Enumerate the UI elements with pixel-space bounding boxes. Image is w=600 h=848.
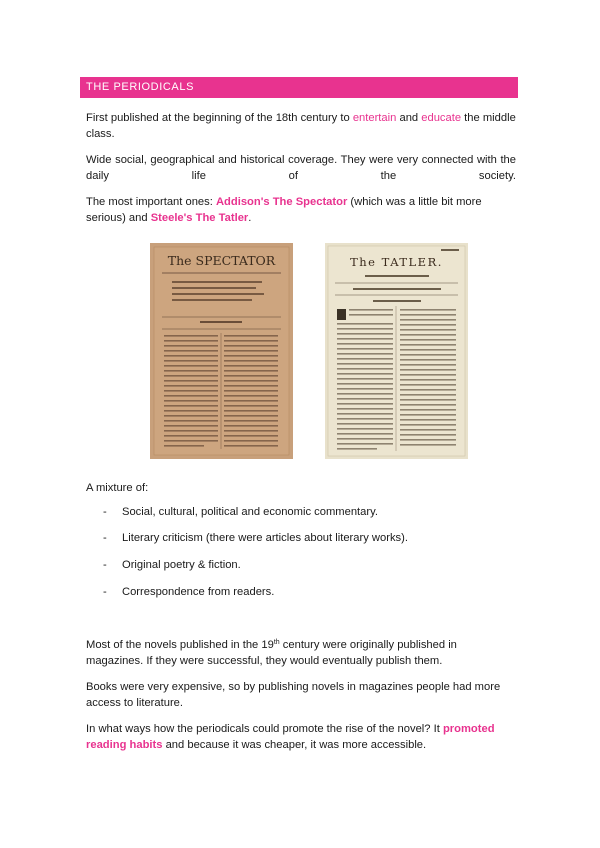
text-run: century were originally published in magazines. If they were successful, they would eventually publish them.: [86, 639, 457, 667]
intro-paragraph-2: Wide social, geographical and historical coverage. They were very connected with the daily life of the society.: [86, 154, 516, 182]
tatler-front-page-image: [325, 243, 468, 459]
list-item-text: Original poetry & fiction.: [122, 559, 241, 571]
highlight-spectator: Addison's The Spectator: [215, 196, 348, 208]
text-run: In what ways how the periodicals could promote the rise of the novel? It: [86, 723, 443, 735]
dash-bullet: -: [103, 559, 107, 571]
section-title: THE PERIODICALS: [86, 81, 195, 93]
text-run: and: [396, 112, 422, 124]
superscript: th: [273, 639, 280, 646]
text-run: First published at the beginning of the 18th century to: [86, 112, 353, 124]
mixture-heading: A mixture of:: [86, 482, 149, 494]
highlight-educate: educate: [421, 112, 462, 124]
tatler-title: The TATLER.: [350, 255, 443, 269]
list-item-text: Correspondence from readers.: [122, 586, 275, 598]
highlight-entertain: entertain: [352, 112, 397, 124]
text-run: The most important ones:: [86, 196, 216, 208]
list-item-text: Social, cultural, political and economic commentary.: [122, 506, 378, 518]
novels-paragraph-3: [86, 722, 516, 753]
novels-paragraph-2: Books were very expensive, so by publishing novels in magazines people had more access to literature.: [86, 681, 501, 709]
list-item-text: Literary criticism (there were articles about literary works).: [122, 532, 408, 544]
section-header: [80, 77, 518, 98]
text-run: the middle class.: [86, 112, 516, 140]
intro-paragraph-3: [86, 195, 516, 226]
text-run: (which was a little bit more serious) and: [86, 196, 482, 224]
dash-bullet: -: [103, 506, 107, 518]
highlight-reading-habits: promoted reading habits: [86, 723, 495, 751]
text-run: and because it was cheaper, it was more accessible.: [162, 738, 427, 751]
spectator-front-page-image: [150, 243, 293, 459]
spectator-title: The SPECTATOR: [167, 253, 276, 268]
highlight-tatler: Steele's The Tatler: [150, 211, 249, 224]
intro-paragraph-1: [86, 111, 516, 142]
dash-bullet: -: [103, 586, 107, 598]
dash-bullet: -: [103, 532, 107, 544]
novels-paragraph-1: [86, 638, 516, 669]
text-run: Most of the novels published in the 19: [86, 639, 274, 651]
text-run: .: [248, 211, 252, 224]
